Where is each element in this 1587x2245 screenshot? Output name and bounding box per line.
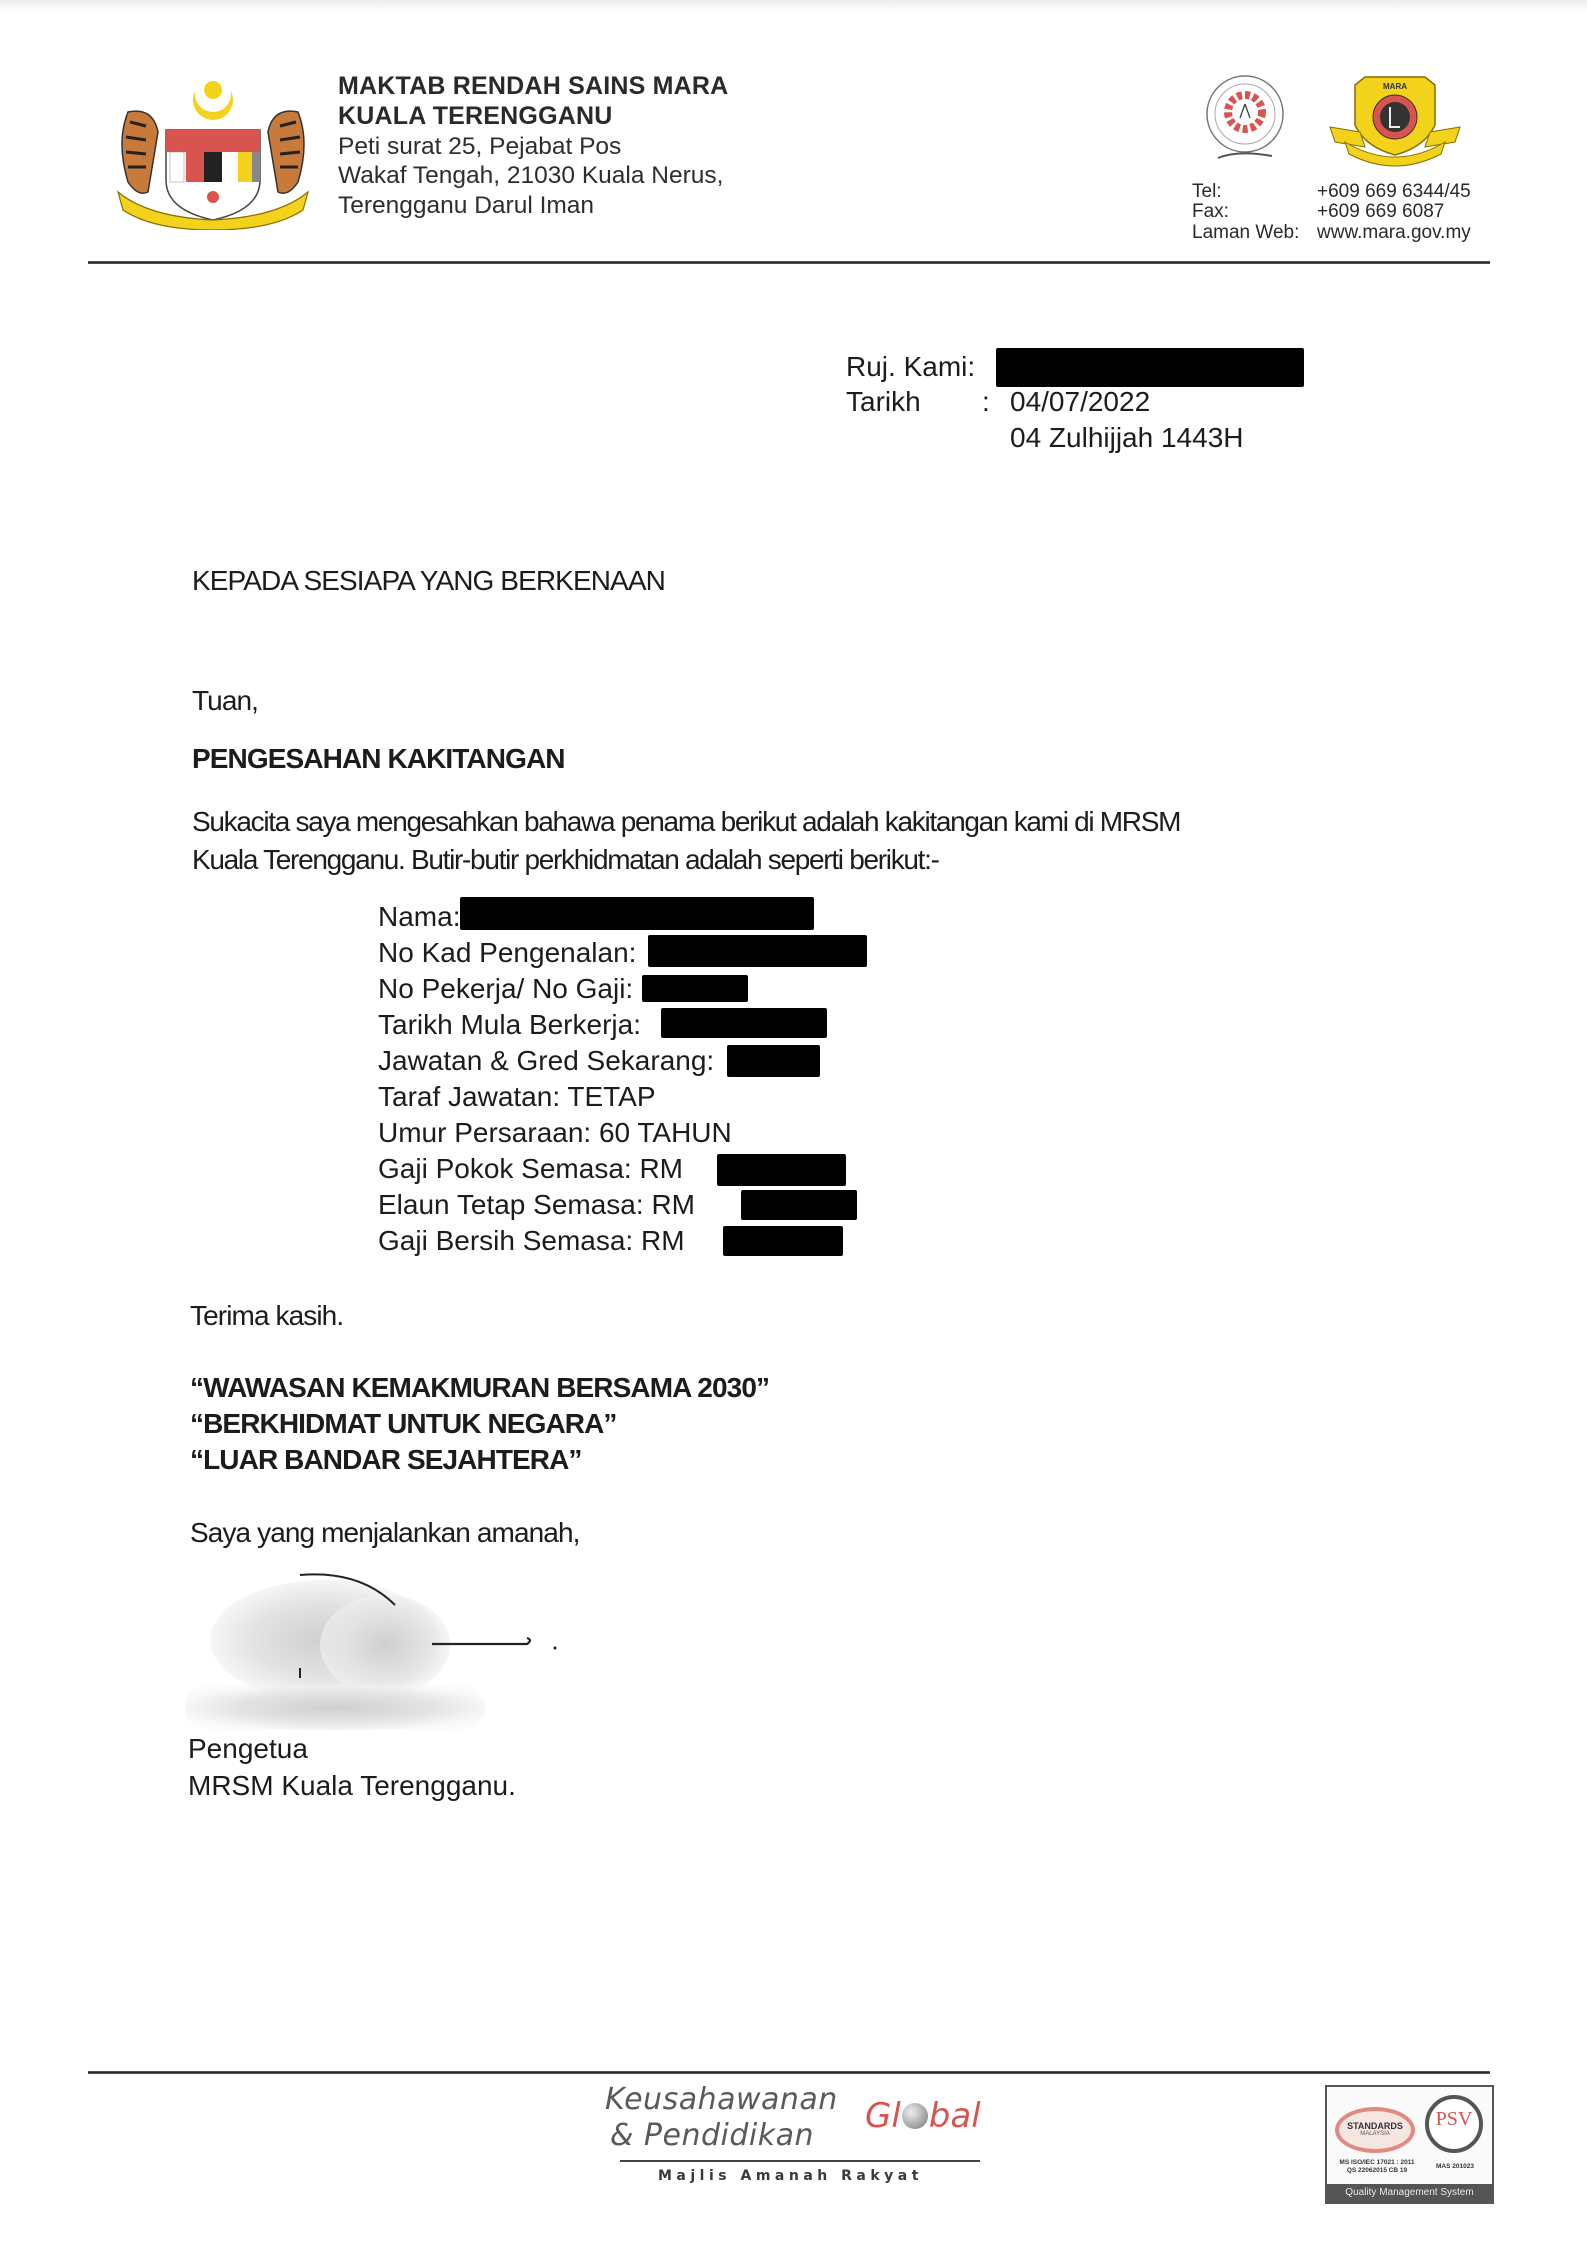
employee-no-redacted (642, 975, 748, 1002)
detail-employee-no: No Pekerja/ No Gaji: (378, 973, 634, 1004)
allowance-redacted (741, 1190, 857, 1220)
footer-org: Majlis Amanah Rakyat (658, 2168, 923, 2184)
slogan-1: “WAWASAN KEMAKMURAN BERSAMA 2030” (190, 1372, 770, 1403)
closing: Terima kasih. (190, 1300, 344, 1331)
majlis-amanah-rakyat-seal-icon (1200, 72, 1290, 172)
fax-value: +609 669 6087 (1317, 201, 1445, 222)
slogan-2: “BERKHIDMAT UNTUK NEGARA” (190, 1408, 617, 1439)
address-line3: Terengganu Darul Iman (338, 192, 595, 219)
tagline-line2: & Pendidikan (610, 2118, 815, 2153)
detail-status: Taraf Jawatan: TETAP (378, 1081, 656, 1112)
mrsm-crest-icon (1325, 72, 1465, 172)
paragraph-line1: Sukacita saya mengesahkan bahawa penama berikut adalah kakitangan kami di MRSM (192, 806, 1181, 837)
globe-icon (902, 2103, 928, 2129)
recipient: KEPADA SESIAPA YANG BERKENAAN (192, 565, 665, 596)
ic-redacted (648, 935, 867, 967)
signatory-org: MRSM Kuala Terengganu. (188, 1770, 516, 1801)
date-value: 04/07/2022 (1010, 386, 1151, 417)
svg-text:MARA: MARA (1383, 82, 1407, 91)
web-label: Laman Web: (1192, 222, 1300, 243)
detail-net-salary: Gaji Bersih Semasa: RM (378, 1225, 685, 1256)
quality-certification-badge (1325, 2085, 1494, 2204)
slogan-3: “LUAR BANDAR SEJAHTERA” (190, 1444, 582, 1475)
standards-malaysia-logo-icon: STANDARDS MALAYSIA (1335, 2107, 1415, 2153)
web-value: www.mara.gov.my (1317, 222, 1471, 243)
detail-position: Jawatan & Gred Sekarang: (378, 1045, 715, 1076)
cert-text-2: MAS 201023 (1436, 2163, 1474, 2170)
detail-retirement-age: Umur Persaraan: 60 TAHUN (378, 1117, 732, 1148)
badge-bar: Quality Management System (1327, 2184, 1492, 2202)
org-name-line2: KUALA TERENGGANU (338, 102, 613, 130)
detail-basic-salary: Gaji Pokok Semasa: RM (378, 1153, 683, 1184)
hijri-date: 04 Zulhijjah 1443H (1010, 422, 1244, 453)
tagline-underline (620, 2160, 980, 2162)
cert-text-1: MS ISO/IEC 17021 : 2011 QS 22062015 CB 19 (1339, 2159, 1415, 2174)
detail-nama: Nama: (378, 901, 461, 932)
tel-value: +609 669 6344/45 (1317, 181, 1471, 202)
start-date-redacted (661, 1008, 827, 1038)
tel-label: Tel: (1192, 181, 1222, 202)
address-line1: Peti surat 25, Pejabat Pos (338, 133, 622, 160)
net-salary-redacted (723, 1226, 843, 1256)
org-name-line1: MAKTAB RENDAH SAINS MARA (338, 72, 729, 100)
subject: PENGESAHAN KAKITANGAN (192, 743, 565, 774)
fax-label: Fax: (1192, 201, 1229, 222)
nama-redacted (460, 897, 814, 930)
address-line2: Wakaf Tengah, 21030 Kuala Nerus, (338, 162, 724, 189)
position-redacted (727, 1045, 820, 1077)
paragraph-line2: Kuala Terengganu. Butir-butir perkhidmatan adalah seperti berikut:- (192, 844, 939, 875)
malaysia-coat-of-arms-icon (108, 72, 318, 230)
ref-value-redacted (996, 348, 1304, 387)
date-label: Tarikh (846, 386, 921, 417)
detail-allowance: Elaun Tetap Semasa: RM (378, 1189, 695, 1220)
tagline-line1: Keusahawanan (605, 2082, 838, 2117)
footer-divider (88, 2071, 1490, 2074)
signatory-title: Pengetua (188, 1733, 308, 1764)
signoff: Saya yang menjalankan amanah, (190, 1517, 580, 1548)
basic-salary-redacted (717, 1154, 846, 1186)
ref-label: Ruj. Kami: (846, 351, 976, 382)
scan-edge (0, 0, 1587, 14)
salutation: Tuan, (192, 685, 259, 716)
date-separator: : (982, 386, 990, 417)
header-divider (88, 261, 1490, 264)
detail-ic: No Kad Pengenalan: (378, 937, 637, 968)
tagline-global: Gl bal (865, 2096, 981, 2136)
detail-start-date: Tarikh Mula Berkerja: (378, 1009, 641, 1040)
psv-logo-icon: PSV (1425, 2095, 1483, 2153)
